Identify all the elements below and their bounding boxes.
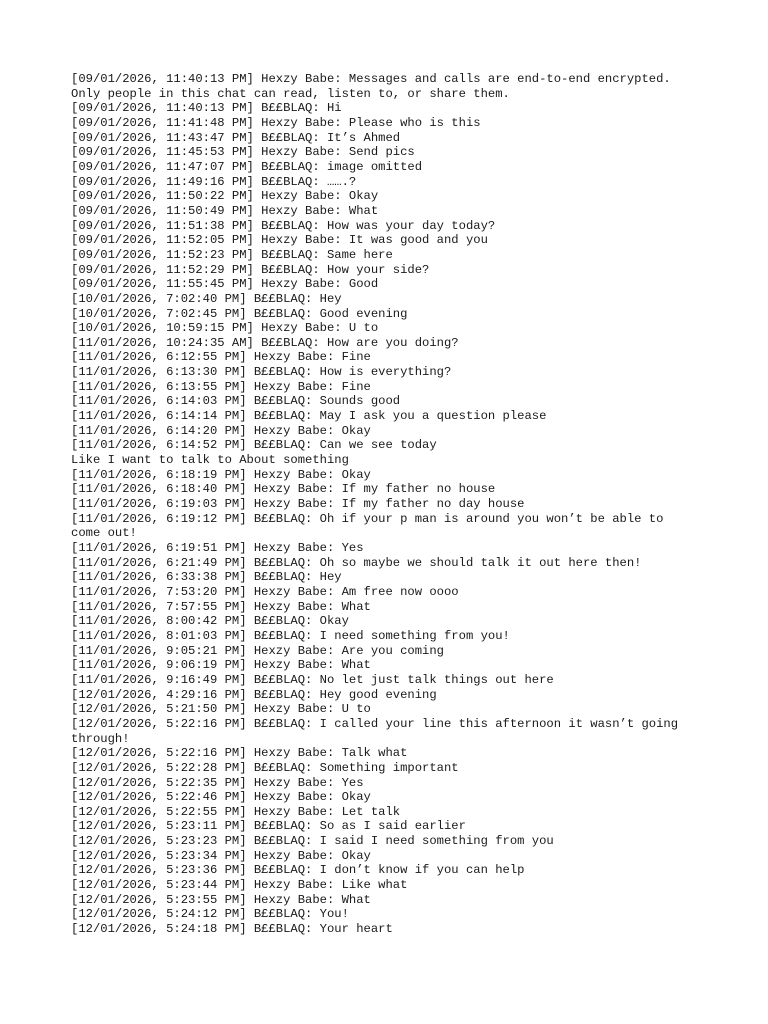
chat-transcript: [71, 72, 711, 937]
transcript-line: [11/01/2026, 6:18:19 PM] Hexzy Babe: Okay: [71, 467, 371, 482]
transcript-line: [11/01/2026, 6:14:20 PM] Hexzy Babe: Okay: [71, 423, 371, 438]
transcript-line: [12/01/2026, 5:24:12 PM] B££BLAQ: You!: [71, 907, 349, 922]
transcript-line: [09/01/2026, 11:55:45 PM] Hexzy Babe: Good: [71, 277, 379, 292]
transcript-line: [11/01/2026, 10:24:35 AM] B££BLAQ: How are you doing?: [71, 335, 459, 350]
transcript-line: [09/01/2026, 11:52:05 PM] Hexzy Babe: It was good and you: [71, 233, 488, 248]
transcript-line: [11/01/2026, 6:19:12 PM] B££BLAQ: Oh if your p man is around you won’t be able to: [71, 511, 664, 526]
transcript-line: [11/01/2026, 8:00:42 PM] B££BLAQ: Okay: [71, 614, 349, 629]
transcript-line: [11/01/2026, 6:21:49 PM] B££BLAQ: Oh so maybe we should talk it out here then!: [71, 555, 642, 570]
transcript-line: [11/01/2026, 6:13:30 PM] B££BLAQ: How is everything?: [71, 365, 452, 380]
transcript-line: Like I want to talk to About something: [71, 453, 349, 468]
transcript-line: [11/01/2026, 6:14:14 PM] B££BLAQ: May I ask you a question please: [71, 409, 547, 424]
transcript-line: [11/01/2026, 6:14:52 PM] B££BLAQ: Can we see today: [71, 438, 437, 453]
transcript-line: [11/01/2026, 9:06:19 PM] Hexzy Babe: What: [71, 658, 371, 673]
transcript-line: [11/01/2026, 6:13:55 PM] Hexzy Babe: Fine: [71, 379, 371, 394]
transcript-line: [12/01/2026, 5:23:55 PM] Hexzy Babe: What: [71, 892, 371, 907]
transcript-line: [12/01/2026, 5:23:11 PM] B££BLAQ: So as I said earlier: [71, 819, 466, 834]
transcript-line: [12/01/2026, 5:22:16 PM] B££BLAQ: I called your line this afternoon it wasn’t going: [71, 716, 679, 731]
transcript-line: [12/01/2026, 5:23:34 PM] Hexzy Babe: Okay: [71, 848, 371, 863]
transcript-line: [11/01/2026, 6:19:03 PM] Hexzy Babe: If my father no day house: [71, 497, 525, 512]
transcript-line: [11/01/2026, 6:18:40 PM] Hexzy Babe: If my father no house: [71, 482, 496, 497]
transcript-line: [09/01/2026, 11:49:16 PM] B££BLAQ: …….?: [71, 174, 357, 189]
transcript-line: [11/01/2026, 6:33:38 PM] B££BLAQ: Hey: [71, 570, 342, 585]
transcript-line: [09/01/2026, 11:51:38 PM] B££BLAQ: How was your day today?: [71, 218, 496, 233]
transcript-line: [11/01/2026, 8:01:03 PM] B££BLAQ: I need something from you!: [71, 628, 510, 643]
transcript-line: [12/01/2026, 5:23:44 PM] Hexzy Babe: Like what: [71, 878, 408, 893]
transcript-line: [10/01/2026, 10:59:15 PM] Hexzy Babe: U to: [71, 321, 379, 336]
transcript-line: [09/01/2026, 11:45:53 PM] Hexzy Babe: Send pics: [71, 145, 415, 160]
transcript-line: [12/01/2026, 5:23:36 PM] B££BLAQ: I don’t know if you can help: [71, 863, 525, 878]
transcript-line: Only people in this chat can read, listen to, or share them.: [71, 86, 510, 101]
transcript-line: [09/01/2026, 11:50:49 PM] Hexzy Babe: What: [71, 203, 379, 218]
transcript-line: [11/01/2026, 9:16:49 PM] B££BLAQ: No let just talk things out here: [71, 672, 554, 687]
transcript-line: [12/01/2026, 5:22:46 PM] Hexzy Babe: Okay: [71, 790, 371, 805]
transcript-line: [12/01/2026, 4:29:16 PM] B££BLAQ: Hey good evening: [71, 687, 437, 702]
transcript-line: [10/01/2026, 7:02:45 PM] B££BLAQ: Good evening: [71, 306, 408, 321]
transcript-line: [11/01/2026, 7:57:55 PM] Hexzy Babe: What: [71, 599, 371, 614]
transcript-line: [09/01/2026, 11:43:47 PM] B££BLAQ: It’s Ahmed: [71, 130, 401, 145]
transcript-line: [12/01/2026, 5:24:18 PM] B££BLAQ: Your heart: [71, 922, 393, 937]
transcript-line: [12/01/2026, 5:22:55 PM] Hexzy Babe: Let talk: [71, 804, 401, 819]
transcript-line: [09/01/2026, 11:50:22 PM] Hexzy Babe: Okay: [71, 189, 379, 204]
transcript-line: [09/01/2026, 11:47:07 PM] B££BLAQ: image omitted: [71, 159, 423, 174]
transcript-line: [12/01/2026, 5:22:35 PM] Hexzy Babe: Yes: [71, 775, 364, 790]
transcript-line: [09/01/2026, 11:52:29 PM] B££BLAQ: How your side?: [71, 262, 430, 277]
transcript-line: [12/01/2026, 5:22:28 PM] B££BLAQ: Something important: [71, 760, 459, 775]
transcript-line: come out!: [71, 526, 137, 541]
transcript-line: [11/01/2026, 9:05:21 PM] Hexzy Babe: Are you coming: [71, 643, 444, 658]
transcript-line: [12/01/2026, 5:21:50 PM] Hexzy Babe: U to: [71, 702, 371, 717]
transcript-line: [11/01/2026, 7:53:20 PM] Hexzy Babe: Am free now oooo: [71, 584, 459, 599]
transcript-line: [11/01/2026, 6:19:51 PM] Hexzy Babe: Yes: [71, 541, 364, 555]
transcript-line: [12/01/2026, 5:22:16 PM] Hexzy Babe: Talk what: [71, 746, 408, 761]
transcript-line: [09/01/2026, 11:52:23 PM] B££BLAQ: Same here: [71, 247, 393, 262]
transcript-line: through!: [71, 731, 130, 746]
transcript-line: [09/01/2026, 11:40:13 PM] B££BLAQ: Hi: [71, 101, 342, 116]
transcript-line: [12/01/2026, 5:23:23 PM] B££BLAQ: I said I need something from you: [71, 834, 554, 849]
transcript-line: [10/01/2026, 7:02:40 PM] B££BLAQ: Hey: [71, 291, 342, 306]
transcript-line: [09/01/2026, 11:40:13 PM] Hexzy Babe: Messages and calls are end-to-end encrypted.: [71, 72, 671, 86]
transcript-line: [11/01/2026, 6:14:03 PM] B££BLAQ: Sounds good: [71, 394, 401, 409]
transcript-line: [11/01/2026, 6:12:55 PM] Hexzy Babe: Fine: [71, 350, 371, 365]
transcript-line: [09/01/2026, 11:41:48 PM] Hexzy Babe: Please who is this: [71, 115, 481, 130]
